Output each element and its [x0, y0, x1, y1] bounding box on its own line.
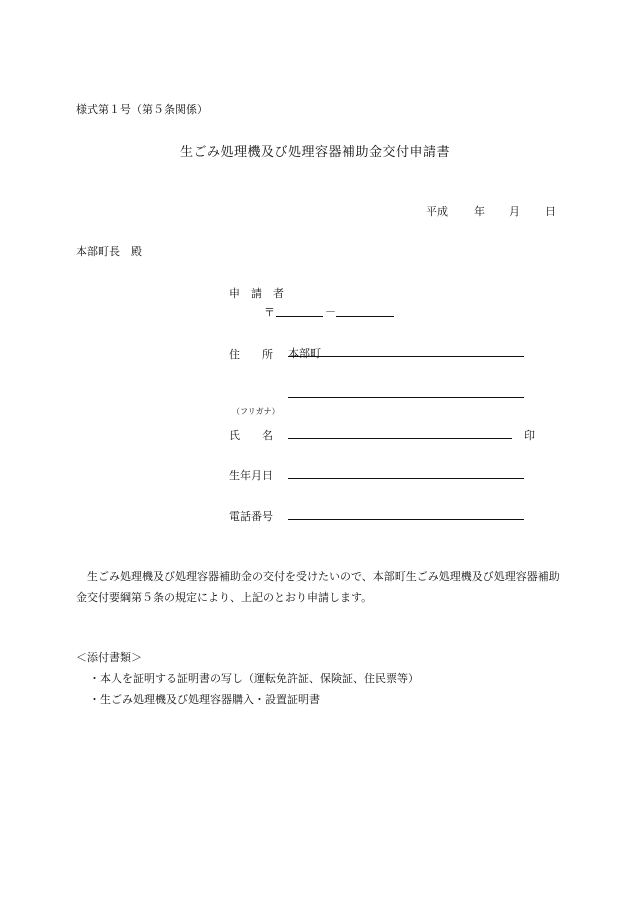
name-line[interactable] — [288, 438, 512, 439]
attachments-heading: ＜添付書類＞ — [76, 651, 142, 664]
phone-line[interactable] — [288, 519, 524, 520]
applicant-heading: 申 請 者 — [229, 287, 284, 300]
date-month-label: 月 — [509, 205, 520, 218]
date-day-label: 日 — [545, 205, 556, 218]
postal-dash: － — [325, 305, 336, 318]
postal-code-first-blank[interactable] — [276, 316, 323, 317]
address-line-1[interactable] — [288, 356, 524, 357]
document-title: 生ごみ処理機及び処理容器補助金交付申請書 — [179, 145, 450, 160]
postal-code-second-blank[interactable] — [336, 316, 394, 317]
date-year-label: 年 — [474, 205, 485, 218]
attachment-item: ・生ごみ処理機及び処理容器購入・設置証明書 — [89, 693, 320, 706]
seal-mark: 印 — [524, 429, 535, 442]
address-prefill: 本部町 — [288, 347, 321, 360]
furigana-label: （フリガナ） — [232, 407, 280, 416]
birthdate-line[interactable] — [288, 478, 524, 479]
attachment-item: ・本人を証明する証明書の写し（運転免許証、保険証、住民票等） — [89, 672, 419, 685]
application-statement: 生ごみ処理機及び処理容器補助金の交付を受けたいので、本部町生ごみ処理機及び処理容器補助金交付要綱第５条の規定により、上記のとおり申請します。 — [76, 570, 560, 604]
address-label: 住 所 — [229, 348, 273, 361]
form-number: 様式第１号（第５条関係） — [76, 103, 208, 116]
date-era: 平成 — [426, 205, 448, 218]
name-label: 氏 名 — [229, 429, 273, 442]
birthdate-label: 生年月日 — [229, 469, 273, 482]
address-line-2[interactable] — [288, 397, 524, 398]
addressee: 本部町長 殿 — [76, 245, 142, 258]
phone-label: 電話番号 — [229, 510, 273, 523]
postal-mark: 〒 — [264, 306, 275, 319]
